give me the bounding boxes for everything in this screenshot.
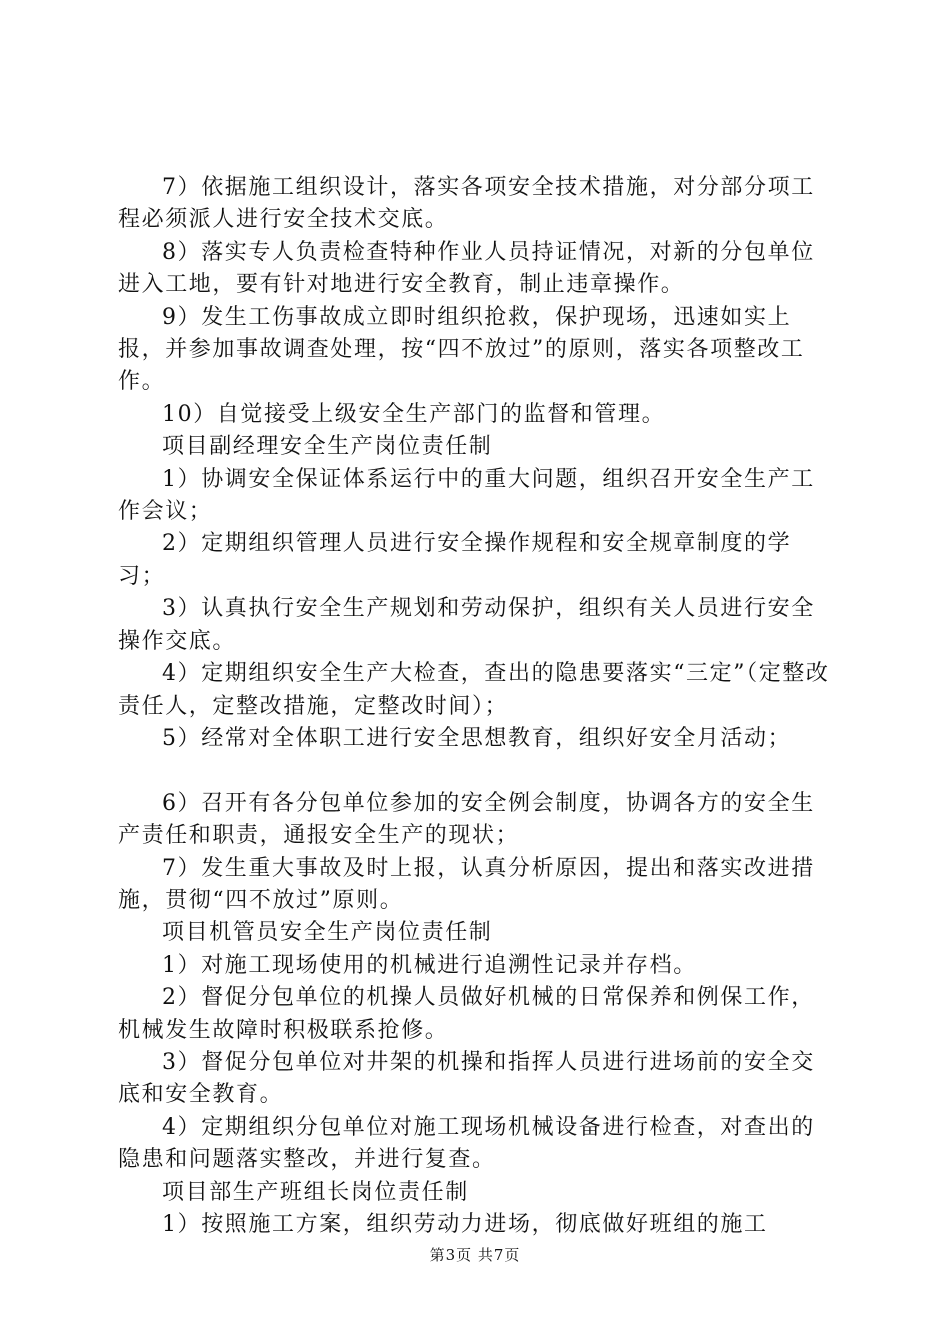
paragraph-item-8: 8）落实专人负责检查特种作业人员持证情况，对新的分包单位进入工地，要有针对地进行安全教育，制止违章操作。 xyxy=(118,239,815,298)
paragraph-item-10: 10）自觉接受上级安全生产部门的监督和管理。 xyxy=(162,401,666,427)
paragraph-team-1: 1）按照施工方案，组织劳动力进场，彻底做好班组的施工 xyxy=(162,1211,768,1237)
paragraph-deputy-3: 3）认真执行安全生产规划和劳动保护，组织有关人员进行安全操作交底。 xyxy=(118,596,815,654)
paragraph-deputy-1: 1）协调安全保证体系运行中的重大问题，组织召开安全生产工作会议； xyxy=(118,466,815,525)
paragraph-deputy-2: 2）定期组织管理人员进行安全操作规程和安全规章制度的学习； xyxy=(118,531,792,589)
paragraph-spacer xyxy=(118,755,836,787)
paragraph-deputy-4: 4）定期组织安全生产大检查，查出的隐患要落实“三定”（定整改责任人，定整改措施，定整改时间）； xyxy=(118,661,830,719)
paragraph-machinery-3: 3）督促分包单位对井架的机操和指挥人员进行进场前的安全交底和安全教育。 xyxy=(118,1049,815,1108)
paragraph-deputy-5: 5）经常对全体职工进行安全思想教育，组织好安全月活动； xyxy=(162,725,792,751)
section-heading-deputy-manager: 项目副经理安全生产岗位责任制 xyxy=(162,434,493,460)
paragraph-machinery-4: 4）定期组织分包单位对施工现场机械设备进行检查，对查出的隐患和问题落实整改，并进行复查。 xyxy=(118,1114,815,1173)
paragraph-item-9: 9）发生工伤事故成立即时组织抢救，保护现场，迅速如实上报，并参加事故调查处理，按“四不放过”的原则，落实各项整改工作。 xyxy=(118,304,805,395)
section-heading-machinery-manager: 项目机管员安全生产岗位责任制 xyxy=(162,920,493,946)
paragraph-deputy-7: 7）发生重大事故及时上报，认真分析原因，提出和落实改进措施，贯彻“四不放过”原则。 xyxy=(118,855,815,913)
paragraph-machinery-1: 1）对施工现场使用的机械进行追溯性记录并存档。 xyxy=(162,952,697,978)
paragraph-item-7: 7）依据施工组织设计，落实各项安全技术措施，对分部分项工程必须派人进行安全技术交底。 xyxy=(118,175,815,233)
paragraph-machinery-2: 2）督促分包单位的机操人员做好机械的日常保养和例保工作，机械发生故障时积极联系抢修。 xyxy=(118,985,815,1043)
section-heading-team-leader: 项目部生产班组长岗位责任制 xyxy=(162,1179,469,1205)
page-number-footer: 第3页 共7页 xyxy=(429,1246,521,1264)
paragraph-deputy-6: 6）召开有各分包单位参加的安全例会制度，协调各方的安全生产责任和职责，通报安全生产的现状； xyxy=(118,790,815,849)
document-body xyxy=(118,172,836,1241)
